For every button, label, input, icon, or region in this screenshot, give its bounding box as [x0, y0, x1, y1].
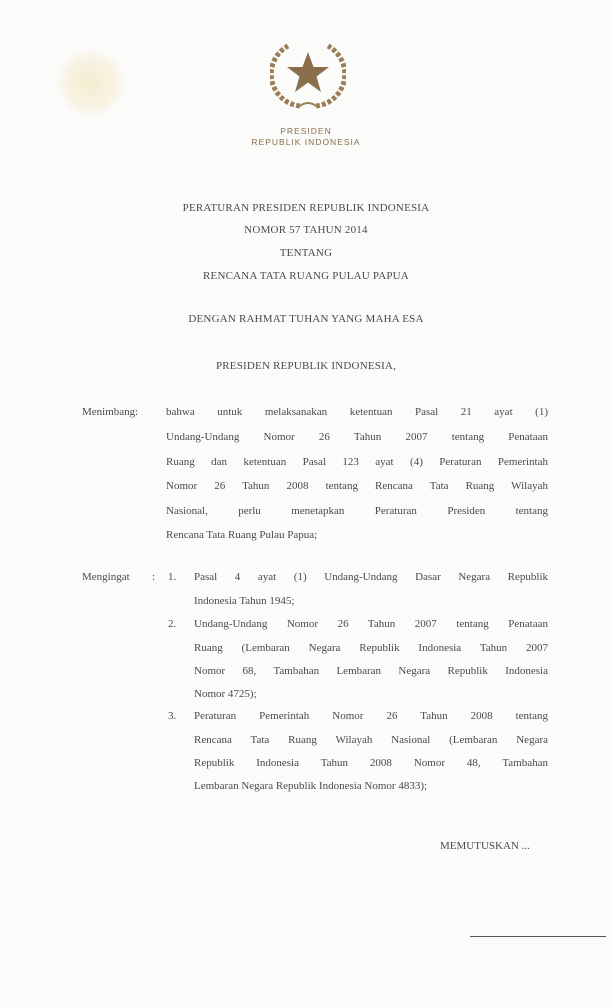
- menimbang-line: Nasional, perlu menetapkan Peraturan Presiden tentang: [166, 505, 548, 517]
- item-line: Rencana Tata Ruang Wilayah Nasional (Lembaran Negara: [194, 734, 548, 746]
- faded-watermark: [56, 48, 126, 118]
- letterhead-line2: REPUBLIK INDONESIA: [251, 137, 361, 147]
- item-line: Nomor 68, Tambahan Lembaran Negara Republik Indonesia: [194, 665, 548, 677]
- item-line: Nomor 4725);: [194, 688, 257, 700]
- item-number: 1.: [168, 571, 177, 583]
- mengingat-label: Mengingat: [82, 571, 130, 583]
- item-number: 2.: [168, 618, 177, 630]
- item-line: Peraturan Pemerintah Nomor 26 Tahun 2008 tentang: [194, 710, 548, 722]
- menimbang-line: Nomor 26 Tahun 2008 tentang Rencana Tata Ruang Wilayah: [166, 480, 548, 492]
- invocation: DENGAN RAHMAT TUHAN YANG MAHA ESA: [188, 313, 424, 325]
- presidential-seal-icon: [270, 36, 346, 112]
- item-line: Lembaran Negara Republik Indonesia Nomor 4833);: [194, 780, 428, 792]
- menimbang-line: Rencana Tata Ruang Pulau Papua;: [166, 529, 318, 541]
- menimbang-line: Ruang dan ketentuan Pasal 123 ayat (4) Peraturan Pemerintah: [166, 456, 548, 468]
- title-line1: PERATURAN PRESIDEN REPUBLIK INDONESIA: [182, 202, 430, 214]
- issuer: PRESIDEN REPUBLIK INDONESIA,: [215, 360, 397, 372]
- page-rule: [470, 936, 606, 937]
- continuation-note: MEMUTUSKAN ...: [440, 840, 530, 852]
- item-line: Indonesia Tahun 1945;: [194, 595, 295, 607]
- item-line: Undang-Undang Nomor 26 Tahun 2007 tentang Penataan: [194, 618, 548, 630]
- menimbang-line: Undang-Undang Nomor 26 Tahun 2007 tentang Penataan: [166, 431, 548, 443]
- menimbang-line: bahwa untuk melaksanakan ketentuan Pasal 21 ayat (1): [166, 406, 548, 418]
- item-line: Pasal 4 ayat (1) Undang-Undang Dasar Negara Republik: [194, 571, 548, 583]
- title-line3: TENTANG: [279, 247, 333, 259]
- letterhead-line1: PRESIDEN: [280, 126, 332, 136]
- item-line: Ruang (Lembaran Negara Republik Indonesia Tahun 2007: [194, 642, 548, 654]
- title-line2: NOMOR 57 TAHUN 2014: [244, 224, 368, 236]
- item-number: 3.: [168, 710, 177, 722]
- mengingat-colon: :: [152, 571, 156, 583]
- item-line: Republik Indonesia Tahun 2008 Nomor 48, Tambahan: [194, 757, 548, 769]
- title-line4: RENCANA TATA RUANG PULAU PAPUA: [203, 270, 409, 282]
- menimbang-label: Menimbang:: [82, 406, 139, 418]
